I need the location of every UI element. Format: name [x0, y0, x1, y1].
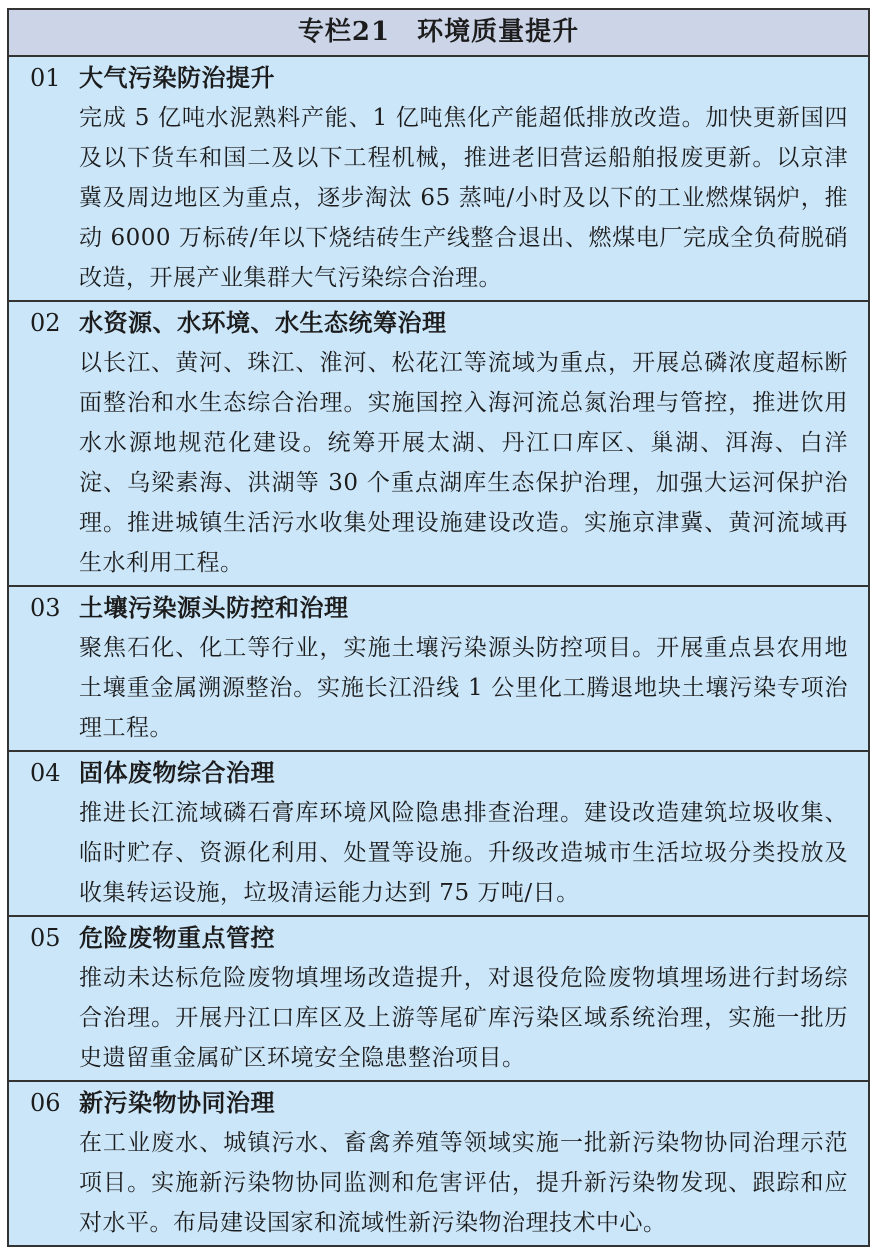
- section-head: [30, 918, 848, 958]
- section-body: 以长江、黄河、珠江、淮河、松花江等流域为重点，开展总磷浓度超标断面整治和水生态综合治理。实施国控入海河流总氮治理与管控，推进饮用水水源地规范化建设。统筹开展太湖、丹江口库区、巢湖、洱海、白洋淀、乌梁素海、洪湖等 30 个重点湖库生态保护治理，加强大运河保护治理。推进城镇生活污水收集处理设施建设改造。实施京津冀、黄河流域再生水利用工程。: [79, 350, 848, 576]
- sections: [9, 57, 868, 1245]
- section-heading: 大气污染防治提升: [79, 63, 275, 92]
- section-row: [9, 1080, 868, 1245]
- section-row: [9, 57, 868, 300]
- feature-box-panel: [7, 8, 870, 1247]
- section-heading: 危险废物重点管控: [79, 923, 275, 952]
- section-head: [30, 58, 848, 98]
- section-row: [9, 300, 868, 585]
- section-number: 05: [30, 924, 61, 952]
- section-row: [9, 915, 868, 1080]
- section-number: 01: [30, 64, 61, 92]
- section-head: [30, 1083, 848, 1123]
- panel-title: 专栏21 环境质量提升: [9, 10, 868, 57]
- section-heading: 土壤污染源头防控和治理: [79, 593, 349, 622]
- section-heading: 固体废物综合治理: [79, 758, 275, 787]
- section-number: 02: [30, 309, 61, 337]
- section-number: 04: [30, 759, 61, 787]
- section-body: 推进长江流域磷石膏库环境风险隐患排查治理。建设改造建筑垃圾收集、临时贮存、资源化利用、处置等设施。升级改造城市生活垃圾分类投放及收集转运设施，垃圾清运能力达到 75 万吨/日。: [79, 800, 848, 906]
- section-row: [9, 750, 868, 915]
- section-row: [9, 585, 868, 750]
- section-number: 03: [30, 594, 61, 622]
- section-heading: 新污染物协同治理: [79, 1088, 275, 1117]
- section-body: 在工业废水、城镇污水、畜禽养殖等领域实施一批新污染物协同治理示范项目。实施新污染物协同监测和危害评估，提升新污染物发现、跟踪和应对水平。布局建设国家和流域性新污染物治理技术中心。: [79, 1130, 848, 1236]
- section-number: 06: [30, 1089, 61, 1117]
- section-head: [30, 753, 848, 793]
- section-body: 推动未达标危险废物填埋场改造提升，对退役危险废物填埋场进行封场综合治理。开展丹江口库区及上游等尾矿库污染区域系统治理，实施一批历史遗留重金属矿区环境安全隐患整治项目。: [79, 965, 848, 1071]
- section-body: 聚焦石化、化工等行业，实施土壤污染源头防控项目。开展重点县农用地土壤重金属溯源整治。实施长江沿线 1 公里化工腾退地块土壤污染专项治理工程。: [79, 635, 848, 741]
- section-body: 完成 5 亿吨水泥熟料产能、1 亿吨焦化产能超低排放改造。加快更新国四及以下货车和国二及以下工程机械，推进老旧营运船舶报废更新。以京津冀及周边地区为重点，逐步淘汰 65 蒸吨/小时及以下的工业燃煤锅炉，推动 6000 万标砖/年以下烧结砖生产线整合退出、燃煤电厂完成全负荷脱硝改造，开展产业集群大气污染综合治理。: [79, 105, 848, 291]
- section-head: [30, 588, 848, 628]
- section-head: [30, 303, 848, 343]
- section-heading: 水资源、水环境、水生态统筹治理: [79, 308, 447, 337]
